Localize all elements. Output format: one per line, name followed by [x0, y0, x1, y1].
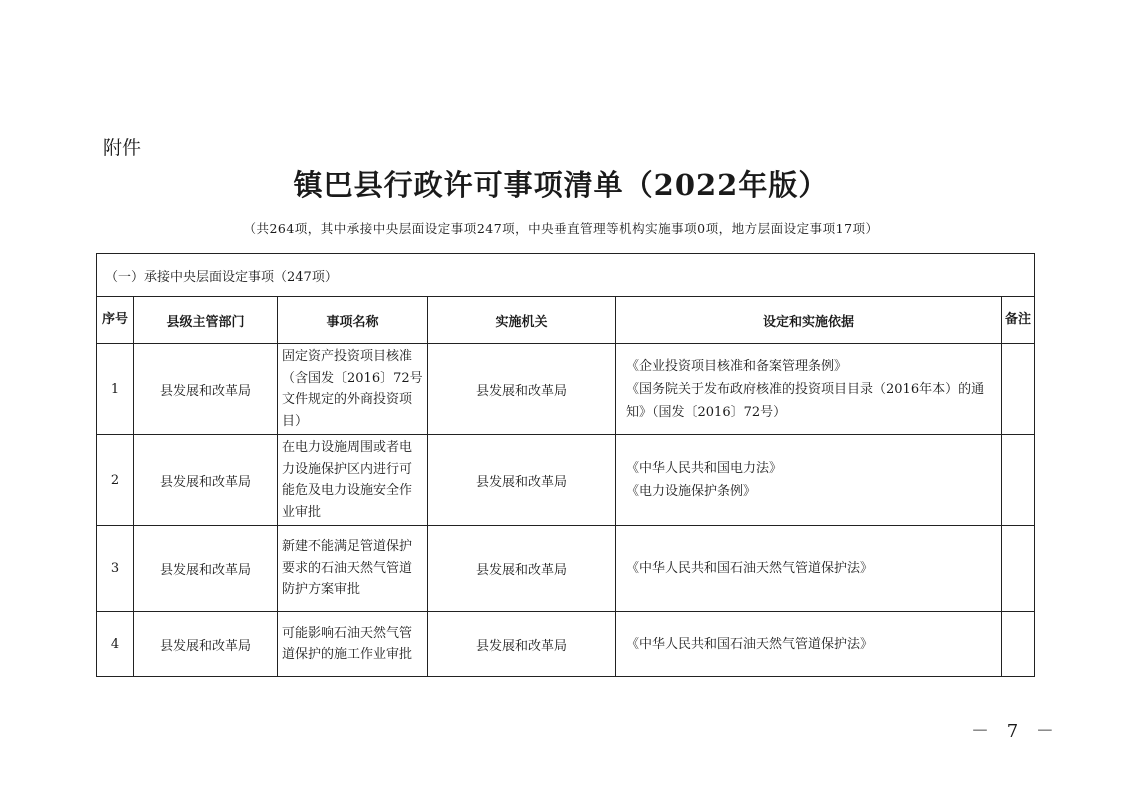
row-seq: 3: [97, 526, 134, 612]
basis-line: 《国务院关于发布政府核准的投资项目目录（2016年本）的通知》（国发〔2016〕72号）: [626, 381, 985, 420]
row-basis: [616, 435, 1002, 526]
row-basis: [616, 612, 1002, 677]
header-remark: 备注: [1002, 297, 1035, 344]
row-dept: 县发展和改革局: [134, 435, 278, 526]
row-remark: [1002, 435, 1035, 526]
row-remark: [1002, 526, 1035, 612]
row-dept: 县发展和改革局: [134, 526, 278, 612]
row-agency: 县发展和改革局: [428, 435, 616, 526]
document-title: 镇巴县行政许可事项清单（2022年版）: [293, 168, 829, 202]
table-row: [97, 344, 1035, 435]
row-remark: [1002, 344, 1035, 435]
table-row: [97, 526, 1035, 612]
basis-line: 《中华人民共和国石油天然气管道保护法》: [626, 561, 874, 576]
header-seq: 序号: [97, 297, 134, 344]
section-title: （一）承接中央层面设定事项（247项）: [97, 254, 1035, 297]
header-dept: 县级主管部门: [134, 297, 278, 344]
row-seq: 1: [97, 344, 134, 435]
header-basis: 设定和实施依据: [616, 297, 1002, 344]
row-remark: [1002, 612, 1035, 677]
row-agency: 县发展和改革局: [428, 344, 616, 435]
row-seq: 4: [97, 612, 134, 677]
row-agency: 县发展和改革局: [428, 612, 616, 677]
header-item: 事项名称: [278, 297, 428, 344]
row-dept: 县发展和改革局: [134, 344, 278, 435]
row-item-name: 新建不能满足管道保护要求的石油天然气管道防护方案审批: [278, 526, 428, 612]
row-item-name: 在电力设施周围或者电力设施保护区内进行可能危及电力设施安全作业审批: [278, 435, 428, 526]
section-row: [97, 254, 1035, 297]
permit-list-table: [96, 253, 1035, 677]
table-row: [97, 612, 1035, 677]
basis-line: 《企业投资项目核准和备案管理条例》: [626, 358, 848, 374]
document-subtitle: （共264项，其中承接中央层面设定事项247项，中央垂直管理等机构实施事项0项，地方层面设定事项17项）: [243, 221, 879, 236]
basis-line: 《电力设施保护条例》: [626, 484, 757, 499]
row-agency: 县发展和改革局: [428, 526, 616, 612]
basis-line: 《中华人民共和国电力法》: [626, 461, 783, 476]
row-dept: 县发展和改革局: [134, 612, 278, 677]
row-basis: [616, 344, 1002, 435]
row-seq: 2: [97, 435, 134, 526]
header-agency: 实施机关: [428, 297, 616, 344]
basis-line: 《中华人民共和国石油天然气管道保护法》: [626, 636, 874, 652]
row-item-name: 固定资产投资项目核准（含国发〔2016〕72号文件规定的外商投资项目）: [278, 344, 428, 435]
page-number: － 7 －: [971, 721, 1060, 742]
table-header-row: [97, 297, 1035, 344]
annex-label: 附件: [103, 137, 142, 159]
row-basis: [616, 526, 1002, 612]
row-item-name: 可能影响石油天然气管道保护的施工作业审批: [278, 612, 428, 677]
table-row: [97, 435, 1035, 526]
